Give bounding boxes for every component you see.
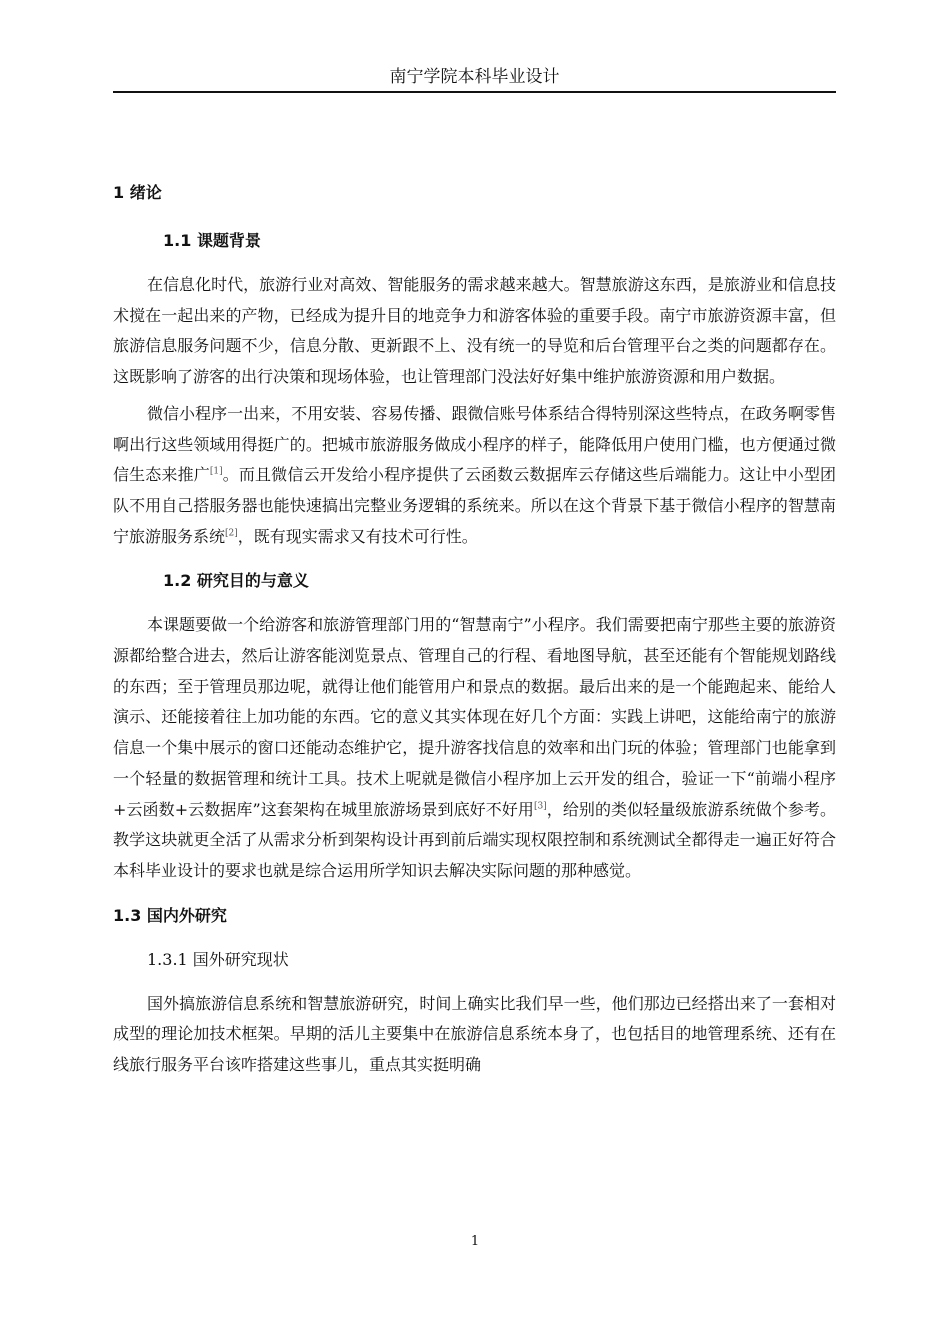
citation-ref[interactable]: [3] [533,801,547,812]
paragraph-text: 微信小程序一出来，不用安装、容易传播、跟微信账号体系结合得特别深这些特点，在政务啊零售啊出行这些领域用得挺广的。把城市旅游服务做成小程序的样子，能降低用户使用门槛，也方便通过微信生态来推广 [113,403,836,485]
running-header: 南宁学院本科毕业设计 [389,67,560,87]
paragraph-text: ，给别的类似轻量级旅游系统做个参考。教学这块就更全活了从需求分析到架构设计再到前后端实现权限控制和系统测试全都得走一遍正好符合本科毕业设计的要求也就是综合运用所学知识去解决实际问题的那种感觉。 [113,799,836,880]
page-number: 1 [470,1234,480,1249]
paragraph-text: 。而且微信云开发给小程序提供了云函数云数据库云存储这些后端能力。这让中小型团队不用自己搭服务器也能快速搞出完整业务逻辑的系统来。所以在这个背景下基于微信小程序的智慧南宁旅游服务系统 [113,465,836,546]
citation-ref[interactable]: [1] [209,466,223,477]
body-paragraph [113,399,836,553]
body-paragraph [113,610,836,886]
section-heading: 1.1 课题背景 [163,231,261,250]
section-heading: 1.2 研究目的与意义 [163,571,309,591]
chapter-heading: 1 绪论 [113,183,162,202]
document-body [113,178,836,1087]
citation-ref[interactable]: [2] [225,528,238,539]
paragraph-text: ，既有现实需求又有技术可行性。 [237,526,478,546]
paragraph-text: 本课题要做一个给游客和旅游管理部门用的“智慧南宁”小程序。我们需要把南宁那些主要的旅游资源都给整合进去，然后让游客能浏览景点、管理自己的行程、看地图导航，甚至还能有个智能规划路线的东西；至于管理员那边呢，就得让他们能管用户和景点的数据。最后出来的是一个能跑起来、能给人演示、还能接着往上加功能的东西。它的意义其实体现在好几个方面：实践上讲吧，这能给南宁的旅游信息一个集中展示的窗口还能动态维护它，提升游客找信息的效率和出门玩的体验；管理部门也能拿到一个轻量的数据管理和统计工具。技术上呢就是微信小程序加上云开发的组合，验证一下“前端小程序+云函数+云数据库”这套架构在城里旅游场景到底好不好用 [113,615,836,819]
body-paragraph [113,989,836,1081]
paragraph-text: 在信息化时代，旅游行业对高效、智能服务的需求越来越大。智慧旅游这东西，是旅游业和信息技术搅在一起出来的产物，已经成为提升目的地竞争力和游客体验的重要手段。南宁市旅游资源丰富，但旅游信息服务问题不少，信息分散、更新跟不上、没有统一的导览和后台管理平台之类的问题都存在。这既影响了游客的出行决策和现场体验，也让管理部门没法好好集中维护旅游资源和用户数据。 [113,275,836,387]
paragraph-text: 国外搞旅游信息系统和智慧旅游研究，时间上确实比我们早一些，他们那边已经搭出来了一套相对成型的理论加技术框架。早期的活儿主要集中在旅游信息系统本身了，也包括目的地管理系统、还有在线旅行服务平台该咋搭建这些事儿，重点其实挺明确 [113,993,836,1075]
section-heading: 1.3 国内外研究 [113,905,227,925]
header-rule [113,91,836,93]
body-paragraph [113,270,836,393]
subsection-heading: 1.3.1 国外研究现状 [147,949,289,969]
